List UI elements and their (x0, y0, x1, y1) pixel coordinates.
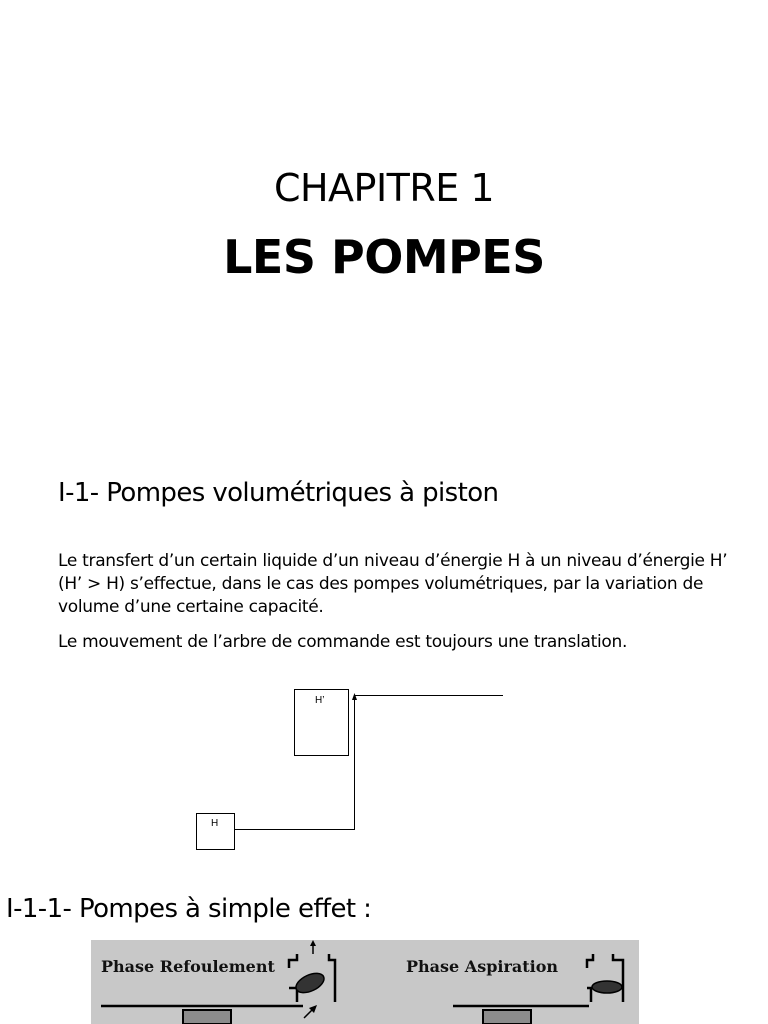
pump-schematics (91, 940, 639, 1024)
piston-right (483, 1010, 531, 1024)
upper-tank-label: H’ (315, 695, 325, 706)
pump-right-schematic (453, 954, 623, 1024)
lower-tank (197, 814, 235, 850)
lower-tank-label: H (211, 818, 219, 829)
flow-arrowhead (352, 693, 357, 700)
section-heading: I-1- Pompes volumétriques à piston (58, 478, 499, 508)
phase-refoulement-label: Phase Refoulement (101, 957, 275, 976)
pump-phases-figure (91, 940, 639, 1024)
chapter-title: LES POMPES (223, 230, 545, 284)
valve-right (592, 981, 622, 993)
subsection-heading: I-1-1- Pompes à simple effet : (6, 894, 372, 924)
phase-aspiration-label: Phase Aspiration (406, 957, 559, 976)
upper-tank (295, 690, 349, 756)
pump-left-schematic (101, 940, 335, 1024)
chapter-label: CHAPITRE 1 (273, 166, 495, 210)
pipe-line (235, 698, 355, 830)
paragraph-movement: Le mouvement de l’arbre de commande est toujours une translation. (58, 632, 628, 652)
paragraph-transfer: Le transfert d’un certain liquide d’un niveau d’énergie H à un niveau d’énergie H’ (H’ > H) s’effectue, dans le cas des pompes volumétriques, par la variation de volume d’une certaine capacité. (58, 551, 728, 617)
piston-left (183, 1010, 231, 1024)
